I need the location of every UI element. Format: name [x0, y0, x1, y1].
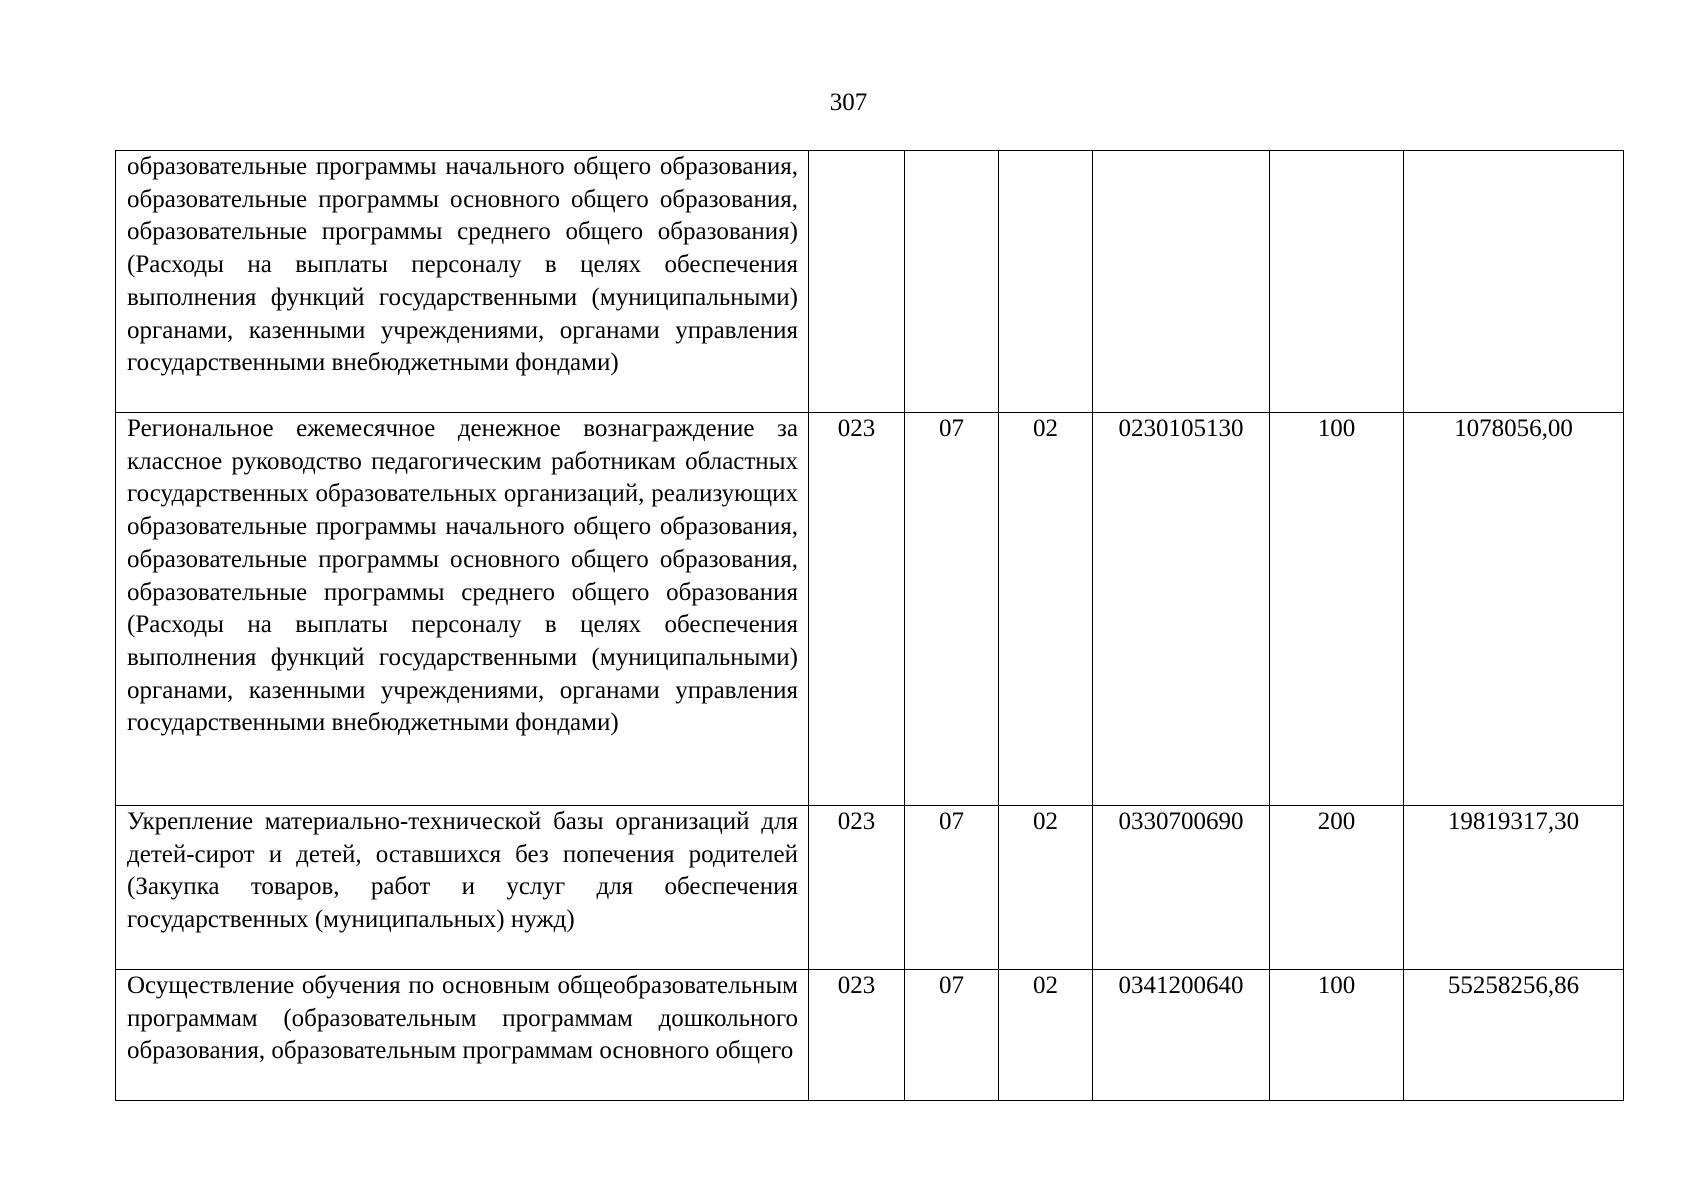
table-row: [116, 806, 1624, 970]
row-description: образовательные программы начального общего образования, образовательные программы основного общего образования, образовательные программы среднего общего образования) (Расходы на выплаты персоналу в целях обеспечения выполнения функций государственными (муниципальными) органами, казенными учреждениями, органами управления государственными внебюджетными фондами): [127, 153, 798, 377]
target-article-cell: [1093, 151, 1270, 413]
section-code-cell: 07: [905, 970, 999, 1101]
ministry-code-cell: [809, 151, 905, 413]
section-code-cell: 07: [905, 413, 999, 806]
ministry-code-cell: 023: [809, 413, 905, 806]
ministry-code-cell: 023: [809, 970, 905, 1101]
amount-cell: 55258256,86: [1404, 970, 1624, 1101]
page-number: 307: [829, 89, 868, 116]
expense-type-cell: 200: [1270, 806, 1404, 970]
subsection-code-cell: 02: [999, 413, 1093, 806]
row-description-cell: [116, 806, 809, 970]
row-description: Осуществление обучения по основным общеобразовательным программам (образовательным программам дошкольного образования, образовательным программам основного общего: [127, 972, 798, 1065]
ministry-code-cell: 023: [809, 806, 905, 970]
table-row: [116, 970, 1624, 1101]
table-row: [116, 151, 1624, 413]
target-article-cell: 0341200640: [1093, 970, 1270, 1101]
row-description-cell: [116, 413, 809, 806]
subsection-code-cell: [999, 151, 1093, 413]
target-article-cell: 0330700690: [1093, 806, 1270, 970]
row-description-cell: [116, 151, 809, 413]
expense-type-cell: 100: [1270, 970, 1404, 1101]
row-description-cell: [116, 970, 809, 1101]
expense-type-cell: 100: [1270, 413, 1404, 806]
section-code-cell: 07: [905, 806, 999, 970]
table-row: [116, 413, 1624, 806]
amount-cell: 19819317,30: [1404, 806, 1624, 970]
target-article-cell: 0230105130: [1093, 413, 1270, 806]
budget-table: [115, 150, 1624, 1101]
subsection-code-cell: 02: [999, 970, 1093, 1101]
amount-cell: 1078056,00: [1404, 413, 1624, 806]
subsection-code-cell: 02: [999, 806, 1093, 970]
expense-type-cell: [1270, 151, 1404, 413]
row-description: Региональное ежемесячное денежное вознаграждение за классное руководство педагогическим работникам областных государственных образовательных организаций, реализующих образовательные программы начального общего образования, образовательные программы основного общего образования, образовательные программы среднего общего образования (Расходы на выплаты персоналу в целях обеспечения выполнения функций государственными (муниципальными) органами, казенными учреждениями, органами управления государственными внебюджетными фондами): [127, 415, 798, 737]
row-description: Укрепление материально-технической базы организаций для детей-сирот и детей, оставшихся без попечения родителей (Закупка товаров, работ и услуг для обеспечения государственных (муниципальных) нужд): [127, 808, 798, 934]
section-code-cell: [905, 151, 999, 413]
amount-cell: [1404, 151, 1624, 413]
